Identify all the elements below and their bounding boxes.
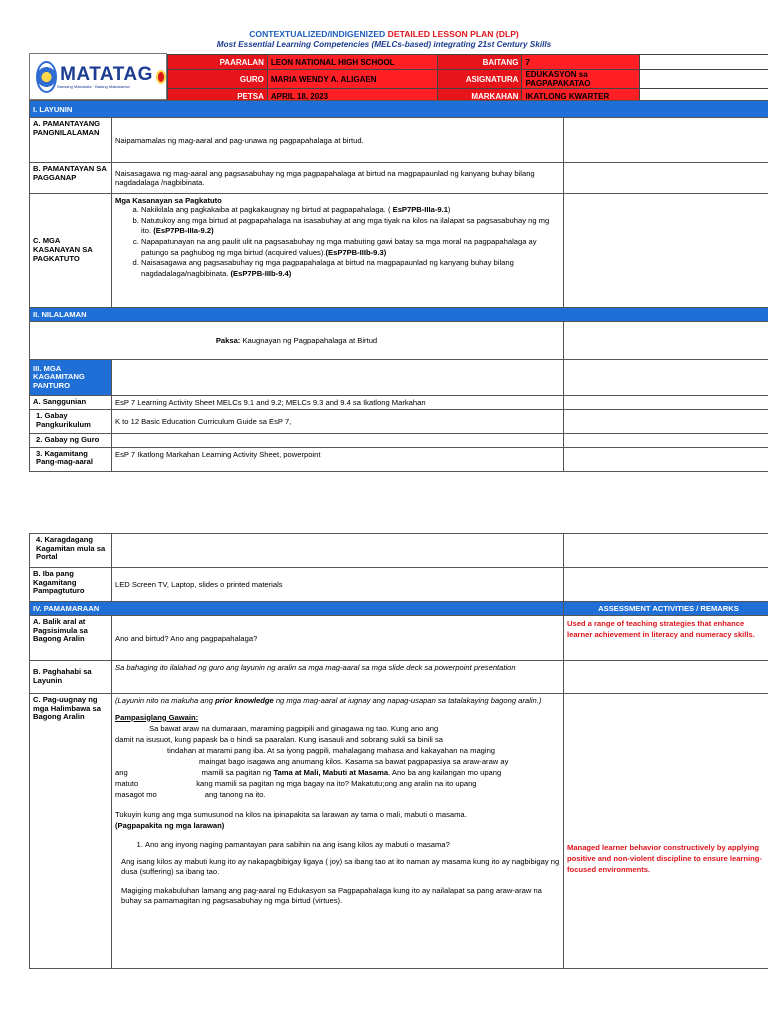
answer-paragraph-1: Ang isang kilos ay mabuti kung ito ay nakapagbibigay ligaya ( joy) sa ibang tao at ito naman ay masama kung ito ay nagbibigay ng dusa (suffering) sa ibang tao.: [121, 856, 560, 877]
pag-uugnay-label: C. Pag-uugnay ng mga Halimbawa sa Bagong Aralin: [30, 694, 112, 969]
kasanayan-item: d. Naisasagawa ang pagsasabuhay ng mga pagpapahalaga at birtud na magpapaunlad ng kanyang buhay bilang nagdadalaga/nagbibinata. (EsP7PB-IIIb-9.4): [141, 258, 560, 279]
matatag-logo-text: MATATAG: [60, 63, 153, 85]
pamantayang-pangnilalaman-text: Naipamamalas ng mag-aaral and pag-unawa ng pagpapahalaga at birtud.: [112, 118, 564, 163]
kasanayan-content: [112, 194, 564, 308]
kasanayan-label: C. MGA KASANAYAN SA PAGKATUTO: [30, 194, 112, 308]
pamantayan-sa-pagganap-label: B. PAMANTAYAN SA PAGGANAP: [30, 163, 112, 194]
guro-label: GURO: [168, 70, 268, 89]
document-subtitle: Most Essential Learning Competencies (MELCs-based) integrating 21st Century Skills: [216, 40, 552, 49]
pampasiglang-gawain-paragraph: Sa bawat araw na dumaraan, maraming pagpipili and ginagawa ng tao. Kung ano ang damit na isusuot, kung papask ba o hindi sa paaralan. Kung isasauli and sobrang sukli sa binili sa tindahan at marami pang iba. At sa iyong pagpili, mahalagang mahasa and kakayahan na maging maingat bago isagawa ang anumang kilos. Kasama sa bawat pagpapasiya sa araw-araw ay ang mamili sa pagitan ng Tama at Mali, Mabuti at Masama. Ano ba ang kailangan mo upang matuto kang mamili sa pagitan ng mga bagay na ito? Makatutu;ong ang aralin na ito upang masagot mo ang tanong na ito.: [115, 724, 509, 800]
markahan-label: MARKAHAN: [437, 89, 522, 104]
iba-pang-kagamitan-text: LED Screen TV, Laptop, slides o printed materials: [112, 568, 564, 602]
section-pamamaraan: IV. PAMAMARAAN: [30, 602, 564, 616]
paaralan-value: LEON NATIONAL HIGH SCHOOL: [267, 55, 437, 70]
section-layunin: I. LAYUNIN: [30, 101, 768, 118]
kasanayan-list: [141, 205, 560, 279]
baitang-value: 7: [522, 55, 640, 70]
iba-pang-kagamitan-label: B. Iba pang Kagamitang Pampagtuturo: [30, 568, 112, 602]
asignatura-label: ASIGNATURA: [437, 70, 522, 89]
paksa-row: [30, 322, 564, 360]
balik-aral-label: A. Balik aral at Pagsisimula sa Bagong Aralin: [30, 616, 112, 661]
gabay-ng-guro-label: 2. Gabay ng Guro: [30, 434, 112, 448]
school-info-table: [167, 54, 768, 104]
kasanayan-item: a. Nakikilala ang pagkakaiba at pagkakaugnay ng birtud at pagpapahalaga. ( EsP7PB-IIIa-9.1): [141, 205, 560, 216]
remark-behavior: Managed learner behavior constructively by applying positive and non-violent discipline to ensure learning-focused environments.: [564, 694, 768, 969]
question-item: 1. Ano ang inyong naging pamantayan para sabihin na ang isang kilos ay mabuti o masama?: [145, 840, 560, 849]
remarks-header: ASSESSMENT ACTIVITIES / REMARKS: [564, 602, 768, 616]
kagamitang-pang-mag-aaral-label: 3. Kagamitang Pang-mag-aaral: [30, 447, 112, 471]
section-nilalaman: II. NILALAMAN: [30, 308, 768, 322]
kasanayan-heading: Mga Kasanayan sa Pagkatuto: [115, 196, 222, 205]
document-title: CONTEXTUALIZED/INDIGENIZED DETAILED LESSON PLAN (DLP): [249, 29, 519, 39]
sanggunian-text: EsP 7 Learning Activity Sheet MELCs 9.1 and 9.2; MELCs 9.3 and 9.4 sa Ikatlong Markahan: [112, 396, 564, 410]
deped-seal-icon: [36, 61, 57, 93]
gabay-pangkurikulum-text: K to 12 Basic Education Curriculum Guide sa EsP 7,: [112, 410, 564, 434]
pamantayan-sa-pagganap-text: Naisasagawa ng mag-aaral ang pagsasabuhay ng mga pagpapahalaga at birtud na magpapaunlad ng kanyang buhay bilang nagdadalaga /nagbibinata.: [112, 163, 564, 194]
paksa-value: Kaugnayan ng Pagpapahalaga at Birtud: [242, 336, 378, 345]
paaralan-label: PAARALAN: [168, 55, 268, 70]
guro-value: MARIA WENDY A. ALIGAEN: [267, 70, 437, 89]
kagamitang-pang-mag-aaral-text: EsP 7 Ikatlong Markahan Learning Activity Sheet, powerpoint: [112, 447, 564, 471]
pag-uugnay-content: [112, 694, 564, 969]
answer-paragraph-2: Magiging makabuluhan lamang ang pag-aaral ng Edukasyon sa Pagpapahalaga kung ito ay nailalapat sa pang araw-araw na buhay sa pamamagitan ng pagsasabuhay ng mga birtud (virtues).: [121, 885, 542, 906]
bagong-pilipinas-seal-icon: [156, 70, 166, 84]
lesson-table-page2: [29, 533, 768, 969]
tukuyin-instruction: Tukuyin kung ang mga sumusunod na kilos na ipinapakita sa larawan ay tama o mali, mabuti o masama. (Pagpapakita ng mga larawan): [115, 810, 467, 830]
question-list: [145, 840, 560, 849]
kasanayan-item: c. Napapatunayan na ang paulit ulit na pagsasabuhay ng mga mabuting gawi batay sa mga moral na pagpapahalaga ay patungo sa paghubog ng mga birtud (acquired values).(EsP7PB-IIIb-9.3): [141, 237, 560, 258]
karagdagang-kagamitan-label: 4. Karagdagang Kagamitan mula sa Portal: [30, 534, 112, 568]
petsa-label: PETSA: [168, 89, 268, 104]
markahan-value: IKATLONG KWARTER: [522, 89, 640, 104]
paksa-label: Paksa:: [215, 336, 241, 345]
sanggunian-label: A. Sanggunian: [30, 396, 112, 410]
remark-literacy: Used a range of teaching strategies that enhance learner achievement in literacy and numeracy skills.: [564, 616, 768, 661]
matatag-tagline: Bansang Makabata · Batang Makabansa: [57, 83, 130, 89]
kasanayan-item: b. Natutukoy ang mga birtud at pagpapahalaga na isasabuhay at ang mga tiyak na kilos na ilalapat sa pagsasabuhay ng mg ito. (EsP7PB-IIIa-9.2): [141, 216, 560, 237]
section-kagamitang-panturo: III. MGA KAGAMITANG PANTURO: [30, 360, 112, 396]
lesson-table-page1: [29, 100, 768, 472]
paghahabi-label: B. Paghahabi sa Layunin: [30, 661, 112, 694]
balik-aral-text: Ano and birtud? Ano ang pagpapahalaga?: [112, 616, 564, 661]
baitang-label: BAITANG: [437, 55, 522, 70]
pamantayang-pangnilalaman-label: A. PAMANTAYANG PANGNILALAMAN: [30, 118, 112, 163]
gabay-pangkurikulum-label: 1. Gabay Pangkurikulum: [30, 410, 112, 434]
paghahabi-text: Sa bahaging ito ilalahad ng guro ang layunin ng aralin sa mga mag-aaral sa mga slide deck sa powerpoint presentation: [112, 661, 564, 694]
asignatura-value: EDUKASYON sa PAGPAPAKATAO: [522, 70, 640, 89]
petsa-value: APRIL 18, 2023: [267, 89, 437, 104]
prior-knowledge-note: (Layunin nito na makuha ang prior knowledge ng mga mag-aaral at iugnay ang napag-usapan sa tatalakaying bagong aralin.): [115, 696, 542, 705]
logo-box: [29, 53, 167, 100]
pampasiglang-gawain-heading: Pampasiglang Gawain:: [115, 712, 199, 722]
